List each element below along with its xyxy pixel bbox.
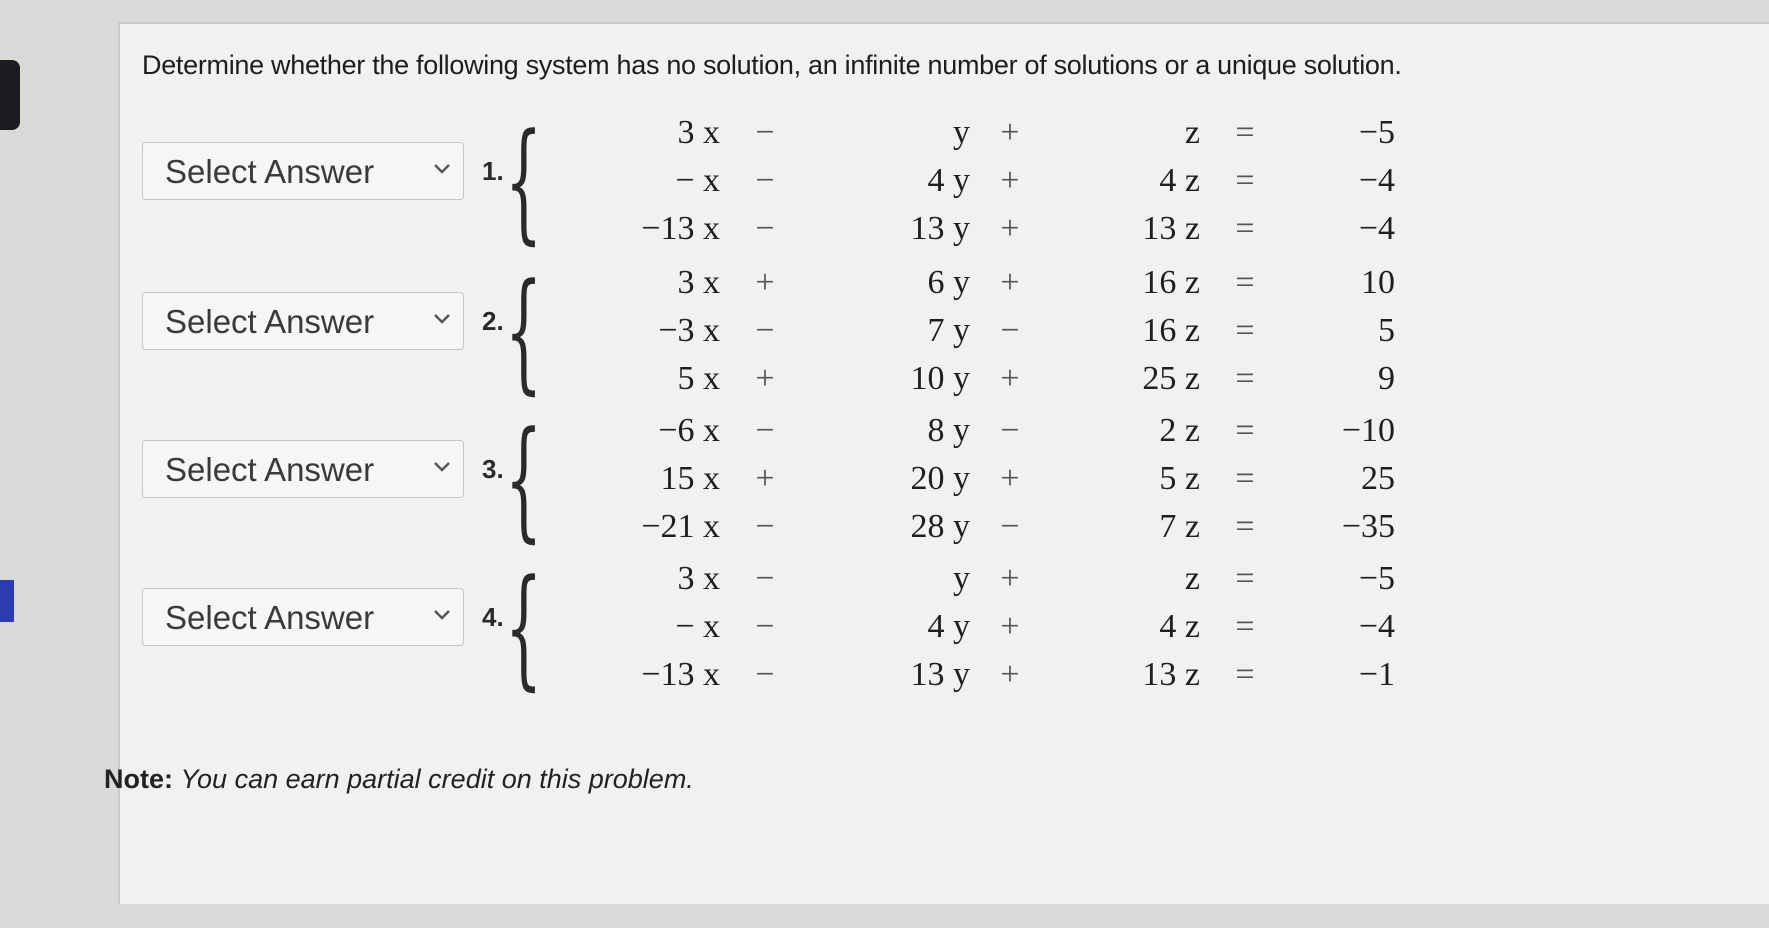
x-term: −21 x bbox=[641, 508, 720, 545]
x-term: −6 x bbox=[658, 412, 720, 449]
constant: 9 bbox=[1378, 360, 1395, 397]
left-brace: { bbox=[505, 105, 543, 257]
operator: + bbox=[755, 360, 775, 397]
system-row bbox=[120, 403, 1395, 570]
constant: 10 bbox=[1361, 264, 1395, 301]
equation bbox=[560, 608, 1395, 656]
equals-sign: = bbox=[1235, 508, 1255, 545]
constant: −4 bbox=[1358, 162, 1395, 199]
operator: − bbox=[755, 412, 775, 449]
x-term: 3 x bbox=[677, 114, 720, 151]
equation-system bbox=[560, 264, 1395, 408]
left-brace: { bbox=[505, 255, 543, 407]
y-term: y bbox=[953, 560, 970, 597]
system-row bbox=[120, 551, 1395, 718]
system-number: 1. bbox=[482, 156, 504, 186]
equation bbox=[560, 560, 1395, 608]
equals-sign: = bbox=[1235, 460, 1255, 497]
operator: + bbox=[1000, 608, 1020, 645]
equation bbox=[560, 412, 1395, 460]
answer-select[interactable] bbox=[142, 142, 464, 200]
answer-select[interactable] bbox=[142, 440, 464, 498]
system-number: 2. bbox=[482, 306, 504, 336]
operator: − bbox=[1000, 312, 1020, 349]
z-term: 13 z bbox=[1142, 656, 1200, 693]
z-term: 13 z bbox=[1142, 210, 1200, 247]
y-term: 4 y bbox=[927, 608, 970, 645]
z-term: 16 z bbox=[1142, 264, 1200, 301]
answer-select-label: Select Answer bbox=[165, 599, 375, 636]
y-term: 20 y bbox=[910, 460, 970, 497]
constant: −4 bbox=[1358, 210, 1395, 247]
y-term: 7 y bbox=[927, 312, 970, 349]
y-term: 6 y bbox=[927, 264, 970, 301]
x-term: −3 x bbox=[658, 312, 720, 349]
constant: −5 bbox=[1358, 560, 1395, 597]
x-term: − x bbox=[675, 608, 720, 645]
y-term: y bbox=[953, 114, 970, 151]
y-term: 13 y bbox=[910, 656, 970, 693]
equals-sign: = bbox=[1235, 162, 1255, 199]
operator: + bbox=[755, 264, 775, 301]
equals-sign: = bbox=[1235, 656, 1255, 693]
operator: − bbox=[755, 560, 775, 597]
left-edge-marker bbox=[0, 580, 14, 622]
chevron-down-icon bbox=[431, 603, 453, 625]
equals-sign: = bbox=[1235, 560, 1255, 597]
operator: + bbox=[1000, 264, 1020, 301]
equals-sign: = bbox=[1235, 264, 1255, 301]
system-number: 3. bbox=[482, 454, 504, 484]
answer-select[interactable] bbox=[142, 588, 464, 646]
z-term: 2 z bbox=[1159, 412, 1200, 449]
operator: + bbox=[1000, 360, 1020, 397]
operator: + bbox=[1000, 162, 1020, 199]
equation bbox=[560, 656, 1395, 704]
operator: + bbox=[1000, 460, 1020, 497]
equation bbox=[560, 210, 1395, 258]
x-term: 15 x bbox=[660, 460, 720, 497]
z-term: 7 z bbox=[1159, 508, 1200, 545]
chevron-down-icon bbox=[431, 307, 453, 329]
x-term: − x bbox=[675, 162, 720, 199]
y-term: 8 y bbox=[927, 412, 970, 449]
z-term: 4 z bbox=[1159, 162, 1200, 199]
z-term: 25 z bbox=[1142, 360, 1200, 397]
equals-sign: = bbox=[1235, 412, 1255, 449]
system-row bbox=[120, 255, 1395, 422]
left-brace: { bbox=[505, 403, 543, 555]
constant: 25 bbox=[1361, 460, 1395, 497]
constant: 5 bbox=[1378, 312, 1395, 349]
equals-sign: = bbox=[1235, 608, 1255, 645]
chevron-down-icon bbox=[431, 455, 453, 477]
constant: −4 bbox=[1358, 608, 1395, 645]
constant: −5 bbox=[1358, 114, 1395, 151]
operator: − bbox=[755, 210, 775, 247]
equation-system bbox=[560, 114, 1395, 258]
system-number: 4. bbox=[482, 602, 504, 632]
note bbox=[104, 764, 694, 795]
operator: − bbox=[755, 656, 775, 693]
operator: − bbox=[755, 608, 775, 645]
equation bbox=[560, 264, 1395, 312]
constant: −1 bbox=[1358, 656, 1395, 693]
operator: + bbox=[1000, 114, 1020, 151]
operator: − bbox=[1000, 508, 1020, 545]
note-text: You can earn partial credit on this problem. bbox=[180, 764, 694, 794]
equation bbox=[560, 508, 1395, 556]
equation bbox=[560, 312, 1395, 360]
operator: − bbox=[755, 114, 775, 151]
note-label: Note: bbox=[104, 764, 173, 794]
operator: + bbox=[1000, 210, 1020, 247]
x-term: 3 x bbox=[677, 264, 720, 301]
z-term: z bbox=[1184, 560, 1200, 597]
equals-sign: = bbox=[1235, 114, 1255, 151]
equals-sign: = bbox=[1235, 360, 1255, 397]
problem-prompt: Determine whether the following system has no solution, an infinite number of solutions or a unique solution. bbox=[142, 50, 1402, 80]
answer-select-label: Select Answer bbox=[165, 153, 375, 190]
equation bbox=[560, 360, 1395, 408]
z-term: 4 z bbox=[1159, 608, 1200, 645]
operator: + bbox=[1000, 656, 1020, 693]
equals-sign: = bbox=[1235, 210, 1255, 247]
y-term: 28 y bbox=[910, 508, 970, 545]
z-term: 5 z bbox=[1159, 460, 1200, 497]
constant: −10 bbox=[1341, 412, 1395, 449]
operator: + bbox=[1000, 560, 1020, 597]
operator: − bbox=[755, 162, 775, 199]
operator: + bbox=[755, 460, 775, 497]
answer-select[interactable] bbox=[142, 292, 464, 350]
y-term: 4 y bbox=[927, 162, 970, 199]
operator: − bbox=[755, 508, 775, 545]
operator: − bbox=[1000, 412, 1020, 449]
left-edge-tab bbox=[0, 60, 20, 130]
constant: −35 bbox=[1341, 508, 1395, 545]
answer-select-label: Select Answer bbox=[165, 451, 375, 488]
chevron-down-icon bbox=[431, 157, 453, 179]
problem-panel bbox=[104, 22, 1769, 904]
equals-sign: = bbox=[1235, 312, 1255, 349]
answer-select-label: Select Answer bbox=[165, 303, 375, 340]
equation bbox=[560, 162, 1395, 210]
equation bbox=[560, 460, 1395, 508]
x-term: 3 x bbox=[677, 560, 720, 597]
equation bbox=[560, 114, 1395, 162]
x-term: −13 x bbox=[641, 656, 720, 693]
left-brace: { bbox=[505, 551, 543, 703]
z-term: 16 z bbox=[1142, 312, 1200, 349]
system-row bbox=[120, 105, 1395, 272]
operator: − bbox=[755, 312, 775, 349]
z-term: z bbox=[1184, 114, 1200, 151]
x-term: −13 x bbox=[641, 210, 720, 247]
y-term: 10 y bbox=[910, 360, 970, 397]
y-term: 13 y bbox=[910, 210, 970, 247]
equation-system bbox=[560, 560, 1395, 704]
equation-system bbox=[560, 412, 1395, 556]
x-term: 5 x bbox=[677, 360, 720, 397]
